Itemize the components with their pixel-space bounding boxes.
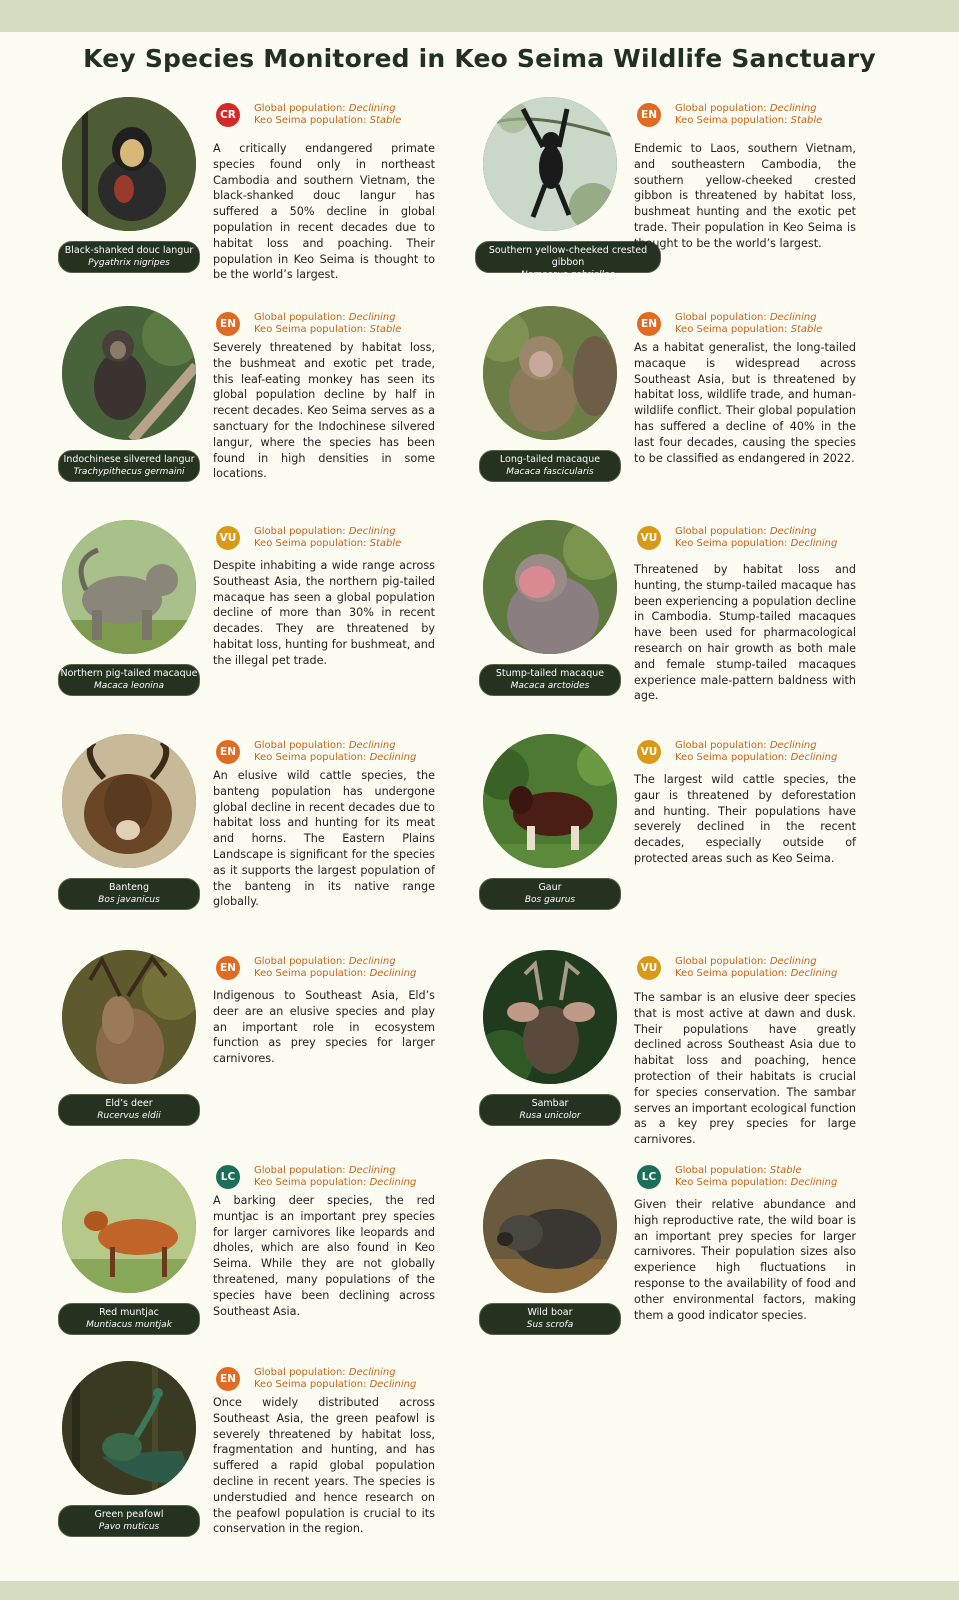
species-name-label [58, 450, 200, 482]
species-description: Severely threatened by habitat loss, the bushmeat and exotic pet trade, this leaf-eating monkey has seen its global population decline by half in recent decades. Keo Seima serves as a sanctuary for the Indochinese silvered langur, where the species has been found in high densities in some locations. [213, 341, 435, 481]
local-population-value: Declining [369, 752, 417, 763]
population-trends [675, 740, 837, 764]
local-population-label: Keo Seima population: [675, 968, 791, 979]
green-peafowl-photo [62, 1361, 196, 1495]
species-name-label [58, 878, 200, 910]
local-population-line [254, 115, 401, 127]
global-population-value: Declining [348, 103, 396, 114]
local-population-value: Stable [369, 324, 402, 335]
common-name: Red muntjac [99, 1307, 159, 1318]
local-population-label: Keo Seima population: [675, 324, 791, 335]
scientific-name: Macaca fascicularis [506, 467, 594, 477]
species-card [479, 520, 919, 730]
global-population-value: Declining [769, 740, 817, 751]
scientific-name: Bos gaurus [524, 895, 576, 905]
scientific-name: Pygathrix nigripes [88, 258, 170, 268]
iucn-status-badge: VU [637, 956, 661, 980]
scientific-name: Macaca leonina [93, 681, 165, 691]
global-population-line [675, 526, 837, 538]
scientific-name: Macaca arctoides [510, 681, 590, 691]
species-name-label [479, 1094, 621, 1126]
local-population-line [254, 538, 401, 550]
global-population-line [675, 312, 822, 324]
local-population-line [254, 1379, 416, 1391]
local-population-value: Declining [790, 1177, 838, 1188]
wild-boar-photo [483, 1159, 617, 1293]
global-population-value: Stable [769, 1165, 802, 1176]
local-population-line [675, 538, 837, 550]
gaur-photo [483, 734, 617, 868]
global-population-line [675, 740, 837, 752]
global-population-line [254, 312, 401, 324]
common-name: Indochinese silvered langur [63, 454, 195, 465]
iucn-status-badge: VU [637, 740, 661, 764]
global-population-label: Global population: [675, 740, 770, 751]
global-population-value: Declining [348, 740, 396, 751]
local-population-line [675, 324, 822, 336]
iucn-status-badge: VU [637, 526, 661, 550]
global-population-label: Global population: [675, 103, 770, 114]
population-trends [675, 526, 837, 550]
species-description: Despite inhabiting a wide range across Southeast Asia, the northern pig-tailed macaque has seen a global population decline of more than 30% in recent decades. They are threatened by habitat loss, hunting for bushmeat, and the illegal pet trade. [213, 559, 435, 667]
species-card [58, 97, 498, 307]
species-name-label [58, 664, 200, 696]
global-population-line [254, 1165, 416, 1177]
species-description: As a habitat generalist, the long-tailed macaque is widespread across Southeast Asia, but is threatened by habitat loss, wildlife trade, and human-wildlife conflict. Their global population has suffered a decline of 40% in the last four decades, causing the species to be classified as endangered in 2022. [634, 341, 856, 465]
global-population-label: Global population: [675, 526, 770, 537]
local-population-label: Keo Seima population: [254, 115, 370, 126]
local-population-value: Stable [790, 115, 823, 126]
global-population-line [675, 103, 822, 115]
species-card [479, 1159, 919, 1369]
species-name-label [479, 450, 621, 482]
global-population-label: Global population: [254, 103, 349, 114]
local-population-line [254, 968, 416, 980]
population-trends [675, 956, 837, 980]
local-population-value: Declining [790, 538, 838, 549]
local-population-line [675, 1177, 837, 1189]
species-name-label [479, 1303, 621, 1335]
species-card [479, 734, 919, 944]
iucn-status-badge: EN [637, 312, 661, 336]
global-population-label: Global population: [254, 740, 349, 751]
iucn-status-badge: EN [216, 1367, 240, 1391]
local-population-label: Keo Seima population: [675, 752, 791, 763]
global-population-label: Global population: [254, 1367, 349, 1378]
local-population-label: Keo Seima population: [254, 1177, 370, 1188]
global-population-line [254, 103, 401, 115]
douc-langur-photo [62, 97, 196, 231]
local-population-value: Stable [369, 538, 402, 549]
global-population-label: Global population: [675, 956, 770, 967]
iucn-status-badge: EN [216, 740, 240, 764]
local-population-value: Declining [369, 1177, 417, 1188]
iucn-status-badge: EN [216, 312, 240, 336]
species-card [479, 950, 919, 1160]
species-card [58, 734, 498, 944]
species-card [58, 1361, 498, 1571]
population-trends [675, 1165, 837, 1189]
local-population-label: Keo Seima population: [675, 1177, 791, 1188]
common-name: Eld’s deer [105, 1098, 153, 1109]
common-name: Gaur [538, 882, 562, 893]
iucn-status-badge: VU [216, 526, 240, 550]
population-trends [254, 1165, 416, 1189]
species-description: Threatened by habitat loss and hunting, the stump-tailed macaque has been experiencing a population decline in Cambodia. Stump-tailed macaques have been used for pharmacological research on hair growth as both male and female stump-tailed macaques experience male-pattern baldness with age. [634, 563, 856, 703]
global-population-line [254, 1367, 416, 1379]
common-name: Black-shanked douc langur [64, 245, 194, 256]
global-population-line [254, 956, 416, 968]
scientific-name: Rusa unicolor [519, 1111, 581, 1121]
local-population-line [675, 115, 822, 127]
stump-tailed-macaque-photo [483, 520, 617, 654]
sambar-photo [483, 950, 617, 1084]
population-trends [254, 740, 416, 764]
species-card [58, 1159, 498, 1369]
global-population-value: Declining [769, 103, 817, 114]
local-population-label: Keo Seima population: [254, 752, 370, 763]
common-name: Northern pig-tailed macaque [60, 668, 198, 679]
species-card [479, 306, 919, 516]
scientific-name: Trachypithecus germaini [73, 467, 185, 477]
scientific-name: Sus scrofa [526, 1320, 574, 1330]
species-description: A barking deer species, the red muntjac is an important prey species for larger carnivores like leopards and dholes, which are also found in Keo Seima. While they are not globally threatened, many populations of the species have been declining across Southeast Asia. [213, 1194, 435, 1318]
species-description: A critically endangered primate species found only in northeast Cambodia and southern Vietnam, the black-shanked douc langur has suffered a 50% decline in global population in recent decades due to habitat loss and poaching. Their population in Keo Seima is thought to be the world’s largest. [213, 142, 435, 282]
species-description: The sambar is an elusive deer species that is most active at dawn and dusk. Their populations have greatly declined across Southeast Asia due to habitat loss and poaching, hence protection of their habitats is crucial for species conservation. The sambar serves an important ecological function as a key prey species for large carnivores. [634, 991, 856, 1147]
gibbon-photo [483, 97, 617, 231]
local-population-value: Stable [369, 115, 402, 126]
iucn-status-badge: LC [637, 1165, 661, 1189]
global-population-value: Declining [348, 956, 396, 967]
population-trends [254, 1367, 416, 1391]
common-name: Southern yellow-cheeked crested gibbon [488, 245, 648, 268]
global-population-value: Declining [348, 1165, 396, 1176]
global-population-line [254, 526, 401, 538]
global-population-label: Global population: [254, 526, 349, 537]
population-trends [675, 312, 822, 336]
iucn-status-badge: CR [216, 103, 240, 127]
local-population-value: Declining [369, 968, 417, 979]
population-trends [254, 103, 401, 127]
local-population-label: Keo Seima population: [254, 538, 370, 549]
top-decorative-band [0, 0, 959, 32]
local-population-line [675, 968, 837, 980]
common-name: Stump-tailed macaque [495, 668, 605, 679]
local-population-value: Declining [790, 968, 838, 979]
species-name-label [58, 1505, 200, 1537]
species-description: Endemic to Laos, southern Vietnam, and southeastern Cambodia, the southern yellow-cheeked crested gibbon is threatened by habitat loss, bushmeat hunting and the exotic pet trade. Their population in Keo Seima is thought to be the world’s largest. [634, 142, 856, 250]
population-trends [675, 103, 822, 127]
global-population-line [254, 740, 416, 752]
scientific-name: Pavo muticus [98, 1522, 160, 1532]
species-name-label [58, 1303, 200, 1335]
species-card [58, 306, 498, 516]
global-population-label: Global population: [254, 312, 349, 323]
population-trends [254, 312, 401, 336]
global-population-line [675, 1165, 837, 1177]
local-population-line [254, 752, 416, 764]
local-population-label: Keo Seima population: [254, 968, 370, 979]
local-population-line [254, 324, 401, 336]
scientific-name: Nomascus gabriellae [520, 270, 616, 280]
scientific-name: Bos javanicus [98, 895, 160, 905]
species-name-label [58, 241, 200, 273]
local-population-value: Declining [790, 752, 838, 763]
bottom-decorative-band [0, 1581, 959, 1600]
elds-deer-photo [62, 950, 196, 1084]
banteng-photo [62, 734, 196, 868]
silvered-langur-photo [62, 306, 196, 440]
pig-tailed-macaque-photo [62, 520, 196, 654]
population-trends [254, 526, 401, 550]
page-title: Key Species Monitored in Keo Seima Wildlife Sanctuary [83, 44, 876, 73]
species-description: Given their relative abundance and high reproductive rate, the wild boar is an important prey species for larger carnivores. Their population sizes also experience high fluctuations in response to the availability of food and other environmental factors, making them a good indicator species. [634, 1198, 856, 1322]
species-card [58, 520, 498, 730]
global-population-value: Declining [348, 526, 396, 537]
red-muntjac-photo [62, 1159, 196, 1293]
species-name-label [479, 878, 621, 910]
species-card [58, 950, 498, 1160]
local-population-label: Keo Seima population: [675, 115, 791, 126]
common-name: Wild boar [527, 1307, 573, 1318]
global-population-line [675, 956, 837, 968]
iucn-status-badge: EN [637, 103, 661, 127]
global-population-value: Declining [769, 526, 817, 537]
local-population-value: Stable [790, 324, 823, 335]
iucn-status-badge: EN [216, 956, 240, 980]
global-population-label: Global population: [675, 312, 770, 323]
local-population-value: Declining [369, 1379, 417, 1390]
iucn-status-badge: LC [216, 1165, 240, 1189]
scientific-name: Muntiacus muntjak [86, 1320, 172, 1330]
common-name: Green peafowl [94, 1509, 164, 1520]
local-population-line [675, 752, 837, 764]
common-name: Banteng [109, 882, 149, 893]
global-population-value: Declining [769, 312, 817, 323]
species-description: Indigenous to Southeast Asia, Eld’s deer are an elusive species and play an important role in ecosystem function as prey species for larger carnivores. [213, 989, 435, 1066]
long-tailed-macaque-photo [483, 306, 617, 440]
population-trends [254, 956, 416, 980]
global-population-value: Declining [769, 956, 817, 967]
local-population-label: Keo Seima population: [254, 1379, 370, 1390]
local-population-label: Keo Seima population: [675, 538, 791, 549]
global-population-value: Declining [348, 312, 396, 323]
common-name: Sambar [531, 1098, 569, 1109]
global-population-label: Global population: [254, 1165, 349, 1176]
scientific-name: Rucervus eldii [97, 1111, 161, 1121]
global-population-label: Global population: [675, 1165, 770, 1176]
species-name-label [479, 664, 621, 696]
local-population-label: Keo Seima population: [254, 324, 370, 335]
common-name: Long-tailed macaque [499, 454, 601, 465]
local-population-line [254, 1177, 416, 1189]
global-population-label: Global population: [254, 956, 349, 967]
global-population-value: Declining [348, 1367, 396, 1378]
species-description: An elusive wild cattle species, the banteng population has undergone global decline in recent decades due to habitat loss and hunting for its meat and horns. The Eastern Plains Landscape is significant for the species as it supports the largest population of the banteng in its native range globally. [213, 769, 435, 909]
species-description: The largest wild cattle species, the gaur is threatened by deforestation and hunting. Their populations have severely declined in the recent decades, especially outside of protected areas such as Keo Seima. [634, 773, 856, 865]
species-card [479, 97, 919, 307]
species-name-label [58, 1094, 200, 1126]
species-description: Once widely distributed across Southeast Asia, the green peafowl is severely threatened by habitat loss, fragmentation and hunting, and has suffered a rapid global population decline in recent years. The species is understudied and hence research on the peafowl population is crucial to its conservation in the region. [213, 1396, 435, 1536]
